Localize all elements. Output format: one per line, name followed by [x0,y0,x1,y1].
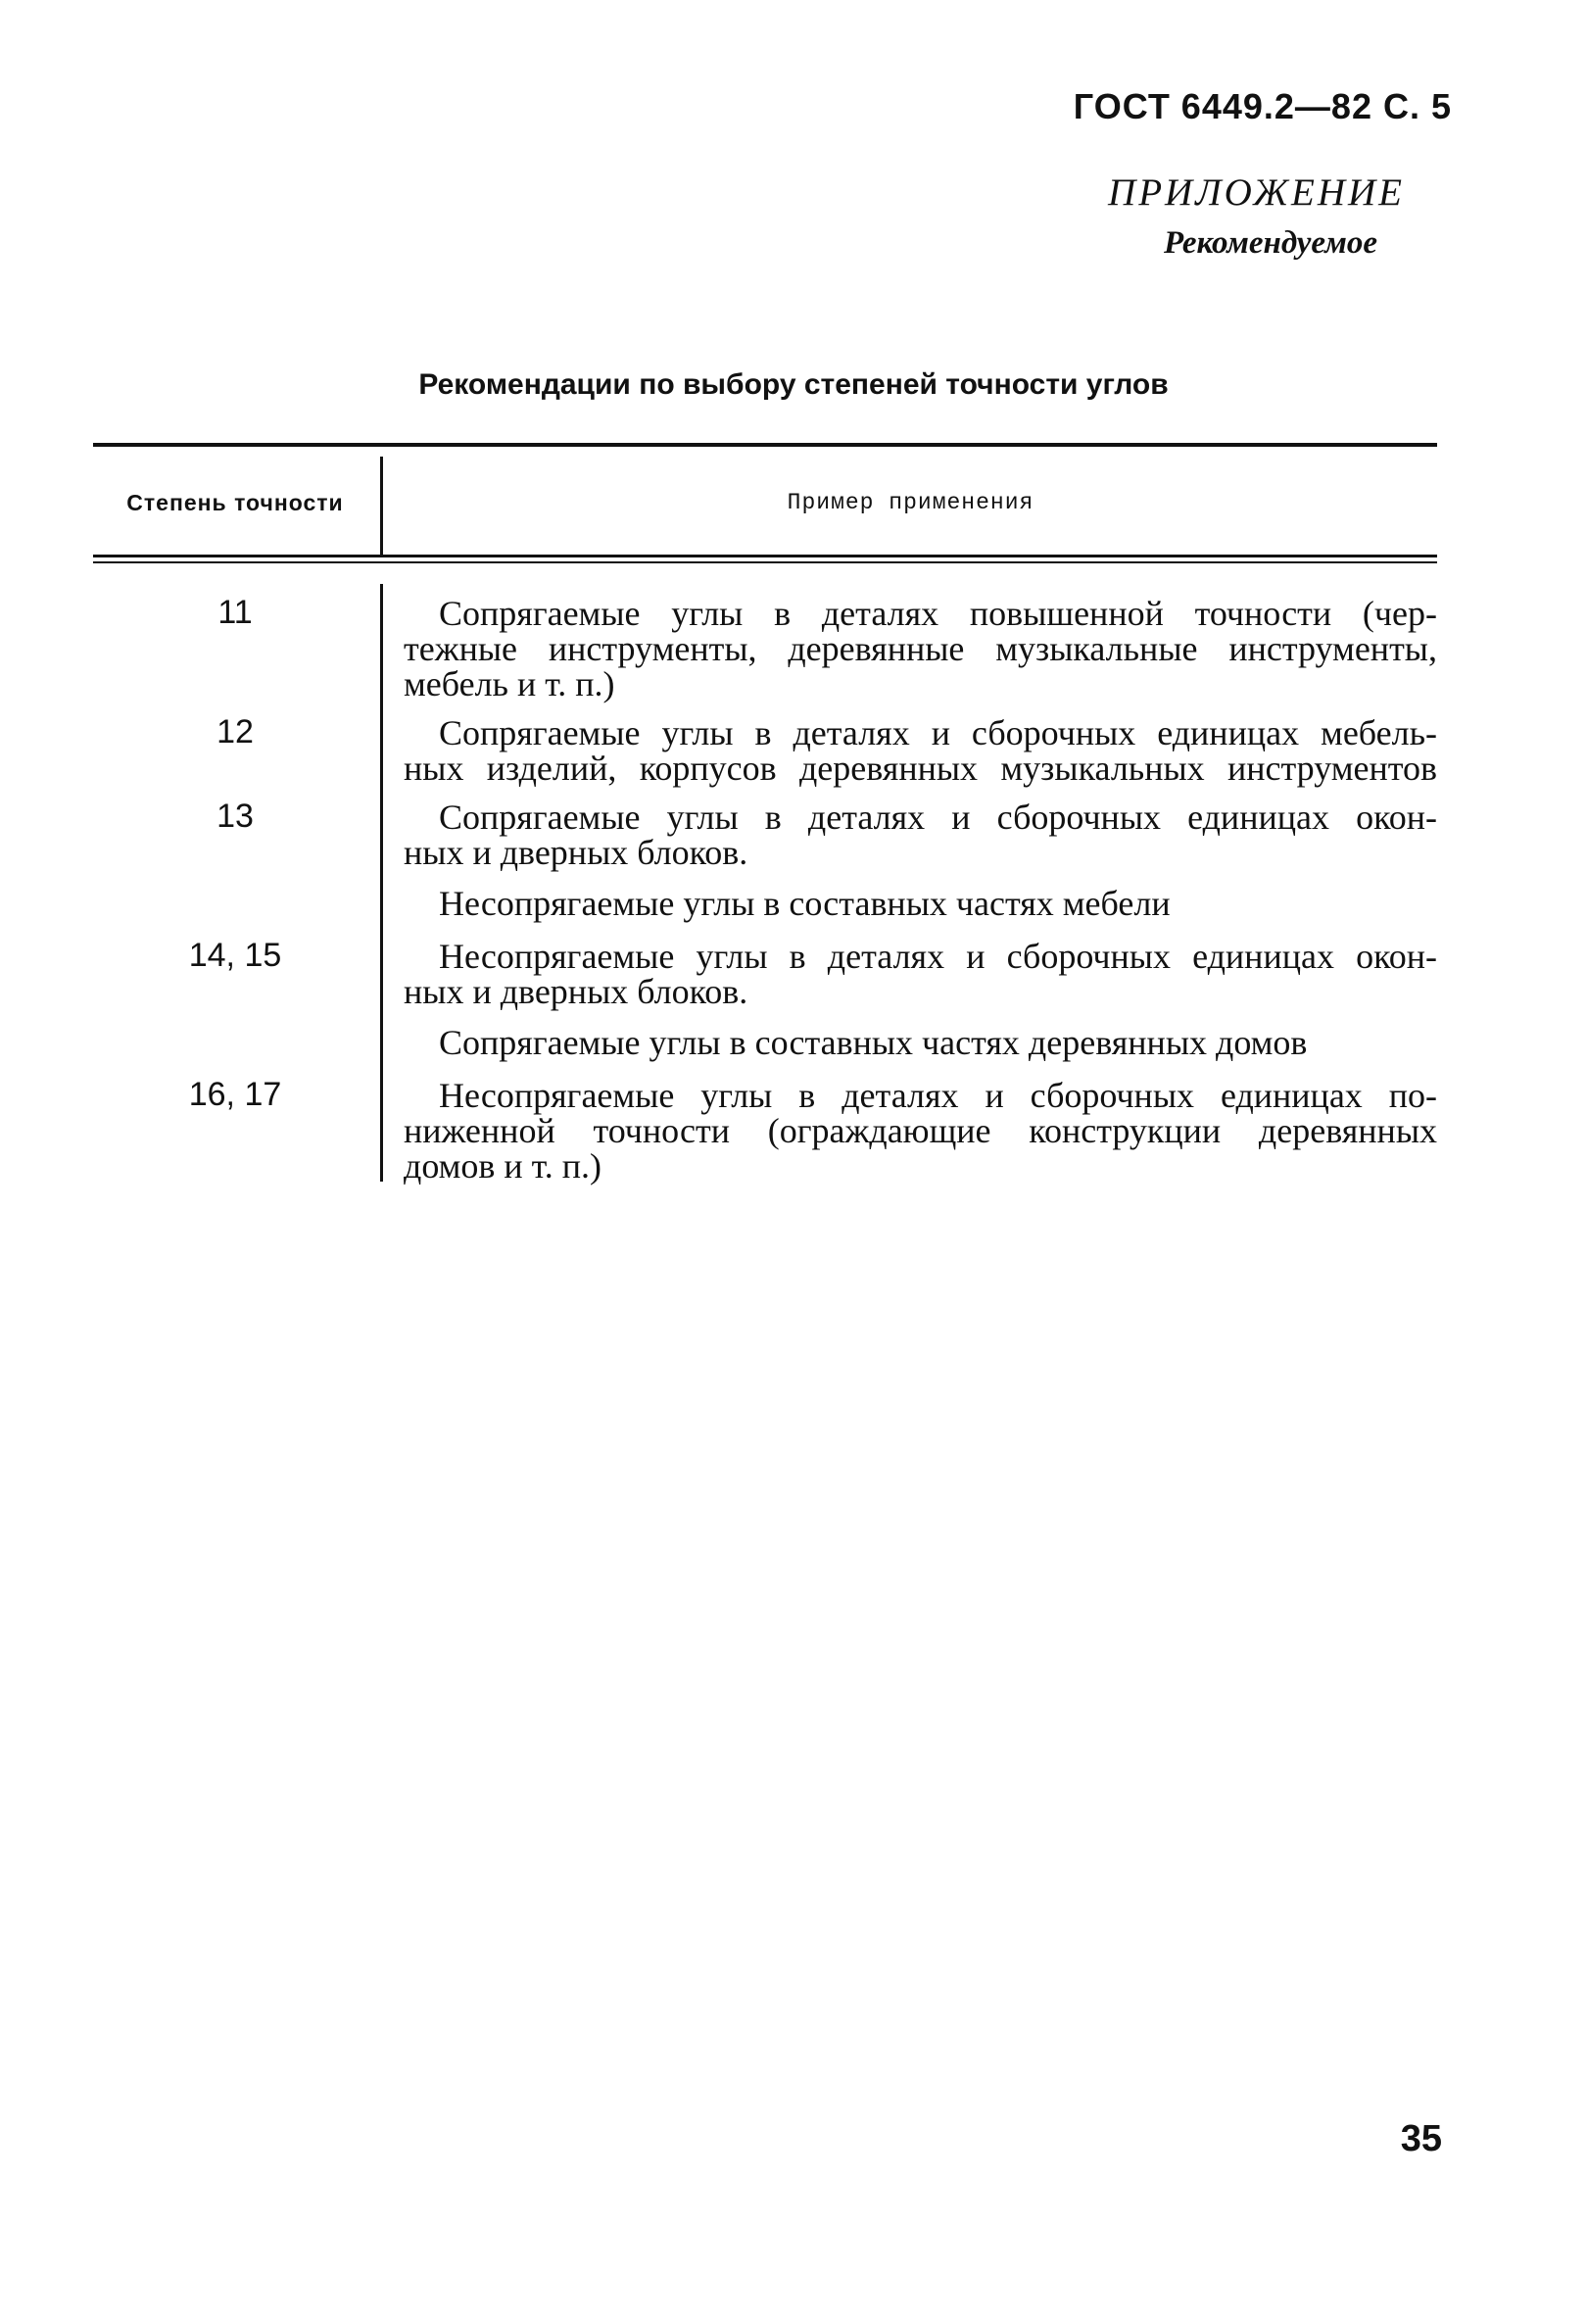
table-top-rule [93,443,1437,447]
header-bottom-rule [93,555,1437,557]
header-column-divider [380,457,383,555]
table-row-grade: 16, 17 [188,1076,282,1113]
example-line: ных и дверных блоков. [404,972,748,1011]
example-line: домов и т. п.) [404,1146,601,1186]
table-row-grade: 14, 15 [188,937,282,974]
body-column-divider [380,584,383,1182]
example-line: Несопрягаемые углы в деталях и сборочных единицах по- [439,1076,1437,1115]
table-title-text: Рекомендации по выбору степеней точности углов [418,368,1169,401]
table-row-example [404,799,1437,870]
column-header-example: Пример применения [787,490,1034,515]
table-title [0,368,1587,402]
example-line: Несопрягаемые углы в деталях и сборочных единицах окон- [439,937,1437,976]
table-row-example [404,886,1437,921]
table-row-example [404,939,1437,1009]
example-line: тежные инструменты, деревянные музыкальные инструменты, [404,629,1437,668]
example-line: ных и дверных блоков. [404,833,748,872]
table-row-example [404,1078,1437,1184]
example-line: ниженной точности (ограждающие конструкции деревянных [404,1111,1437,1150]
table-row-example [404,1025,1437,1060]
standard-code: ГОСТ 6449.2—82 С. 5 [1073,86,1452,126]
column-header-grade: Степень точности [126,490,344,515]
example-line: мебель и т. п.) [404,664,615,703]
appendix-title: ПРИЛОЖЕНИЕ [1108,171,1405,214]
table-row-grade: 12 [216,713,254,750]
header-bottom-rule-second [93,561,1437,563]
appendix-status: Рекомендуемое [1163,225,1377,261]
example-line: ных изделий, корпусов деревянных музыкальных инструментов [404,749,1437,788]
example-line: Сопрягаемые углы в деталях и сборочных единицах мебель- [439,713,1437,752]
example-line: Сопрягаемые углы в деталях повышенной точности (чер- [439,594,1437,633]
table-row-example [404,596,1437,702]
table-row-example [404,715,1437,786]
page-number: 35 [1400,2118,1442,2159]
table-row-grade: 13 [216,798,254,835]
example-line: Несопрягаемые углы в составных частях мебели [439,884,1171,923]
table-row-grade: 11 [217,594,253,631]
example-line: Сопрягаемые углы в составных частях деревянных домов [439,1023,1308,1062]
example-line: Сопрягаемые углы в деталях и сборочных единицах окон- [439,798,1437,837]
